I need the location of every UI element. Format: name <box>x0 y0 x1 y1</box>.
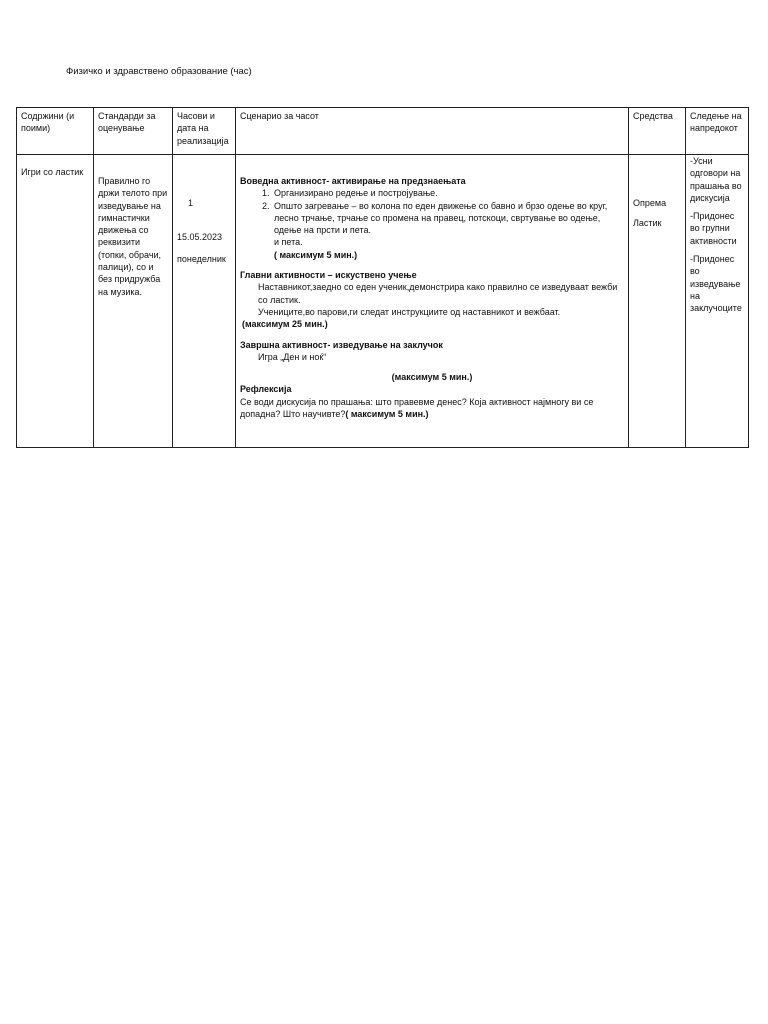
cell-resources <box>629 155 686 448</box>
intro-time: ( максимум 5 мин.) <box>274 249 358 260</box>
header-progress: Следење на напредокот <box>686 108 749 155</box>
main-time: (максимум 25 мин.) <box>242 319 328 330</box>
intro-steps-list <box>240 187 624 236</box>
header-resources: Средства <box>629 108 686 155</box>
class-number: 1 <box>188 198 194 208</box>
main-heading: Главни активности – искуствено учење <box>240 270 417 281</box>
table-header-row <box>17 108 749 155</box>
main-text-2: Учениците,во парови,ги следат инструкциите од наставникот и вежбаат. <box>258 306 561 317</box>
progress-item: -Усни одговори на прашања во дискусија <box>690 156 742 203</box>
reflection-paragraph <box>240 396 624 421</box>
standards-text: Правилно го држи телото при изведување на гимнастички движења со реквизити (топки, обрачи, палици), со и без придружба на музика. <box>98 176 168 297</box>
progress-item: -Придонес во групни активности <box>690 211 737 246</box>
document-title: Физичко и здравствено образование (час) <box>66 66 252 77</box>
content-text: Игри со ластик <box>21 167 84 177</box>
final-time: (максимум 5 мин.) <box>391 372 473 383</box>
header-standards: Стандарди за оценување <box>94 108 173 155</box>
table-row <box>17 155 749 448</box>
cell-progress <box>686 155 749 448</box>
resource-item: Опрема <box>633 198 667 208</box>
header-classes: Часови и дата на реализација <box>173 108 236 155</box>
progress-item: -Придонес во изведување на заклучоците <box>690 254 742 314</box>
cell-content <box>17 155 94 448</box>
lesson-plan-table <box>16 107 749 448</box>
intro-extra: и пета. <box>274 237 303 248</box>
cell-scenario <box>236 155 629 448</box>
intro-step: 1. Организирано редење и постројување. <box>272 187 624 199</box>
resource-item: Ластик <box>633 218 662 229</box>
cell-standards <box>94 155 173 448</box>
class-date: 15.05.2023 <box>177 232 223 243</box>
class-weekday: понеделник <box>177 253 226 264</box>
main-text-1: Наставникот,заедно со еден ученик,демонстрира како правилно се изведуваат вежби со ластик. <box>258 282 618 305</box>
final-text: Игра „Ден и ноќ“ <box>258 351 327 362</box>
reflection-heading: Рефлексија <box>240 384 292 395</box>
cell-classes <box>173 155 236 448</box>
intro-heading: Воведна активност- активирање на предзнаењата <box>240 176 466 186</box>
reflection-time: ( максимум 5 мин.) <box>345 409 429 420</box>
final-heading: Завршна активност- изведување на заклучок <box>240 339 443 350</box>
reflection-text: Се води дискусија по прашања: што правевме денес? Која активност најмногу ви се допадна? Што научивте? <box>240 396 594 420</box>
header-content: Содржини (и поими) <box>17 108 94 155</box>
header-scenario: Сценарио за часот <box>236 108 629 155</box>
intro-step: 2. Општо загревање – во колона по еден движење со бавно и брзо одење во круг, лесно трчање, трчање со промена на правец, потскоци, свртување во одење, одење на прсти и пета. <box>272 200 624 237</box>
